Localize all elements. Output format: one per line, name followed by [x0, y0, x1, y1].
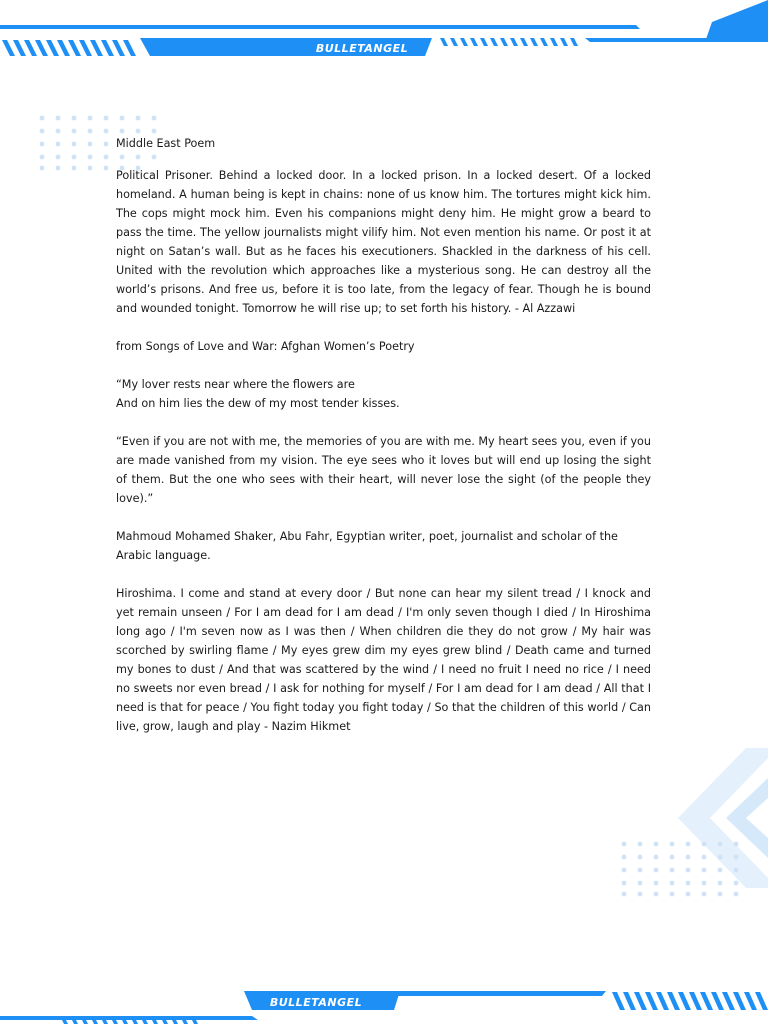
- footer-banner: [0, 988, 768, 1024]
- dot-grid-bottom-right: [618, 838, 742, 898]
- paragraph-hiroshima: Hiroshima. I come and stand at every door / But none can hear my silent tread / I knock and yet remain unseen / For I am dead for I am dead / I'm only seven though I died / In Hiroshima long ago / I'm seven now as I was then / When children die they do not grow / My hair was scorched by swirling flame / My eyes grew dim my eyes grew blind / Death came and turned my bones to dust / And that was scattered by the wind / I need no fruit I need no rice / I need no sweets nor even bread / I ask for nothing for myself / For I am dead for I am dead / All that I need is that for peace / You fight today you fight today / So that the children of this world / Can live, grow, laugh and play - Nazim Hikmet: [116, 587, 651, 733]
- paragraph-songs-heading: from Songs of Love and War: Afghan Women’s Poetry: [116, 340, 415, 353]
- paragraph-lover-line-2: And on him lies the dew of my most tender kisses.: [116, 397, 400, 410]
- document-title: Middle East Poem: [116, 137, 216, 150]
- paragraph-political-prisoner: Political Prisoner. Behind a locked door. In a locked prison. In a locked desert. Of a locked homeland. A human being is kept in chains: none of us know him. The tortures might kick him. The cops might mock him. Even his companions might deny him. He might grow a beard to pass the time. The yellow journalists might vilify him. Not even mention his name. Or post it at night on Satan’s wall. But as he faces his executioners. Shackled in the darkness of his cell. United with the revolution which approaches like a mysterious song. He can destroy all the world’s prisons. And free us, before it is too late, from the legacy of fear. Though he is bound and wounded tonight. Tomorrow he will rise up; to set forth his history. - Al Azzawi: [116, 169, 651, 315]
- paragraph-lover-line-1: “My lover rests near where the flowers are: [116, 378, 355, 391]
- paragraph-mahmoud-shaker: Mahmoud Mohamed Shaker, Abu Fahr, Egyptian writer, poet, journalist and scholar of the Arabic language.: [116, 530, 618, 562]
- header-brand-logo: BULLETANGEL: [315, 42, 409, 55]
- footer-brand-logo: BULLETANGEL: [269, 996, 363, 1009]
- header-stripes-left: [2, 40, 136, 56]
- document-body: [116, 134, 651, 755]
- header-banner: [0, 0, 768, 60]
- header-stripes-right: [440, 38, 578, 46]
- paragraph-memories-quote: “Even if you are not with me, the memories of you are with me. My heart sees you, even if you are made vanished from my vision. The eye sees who it loves but will end up losing the sight of them. But the one who sees with their heart, will never lose the sight (of the people they love).”: [116, 435, 651, 505]
- footer-stripes-right: [612, 992, 768, 1010]
